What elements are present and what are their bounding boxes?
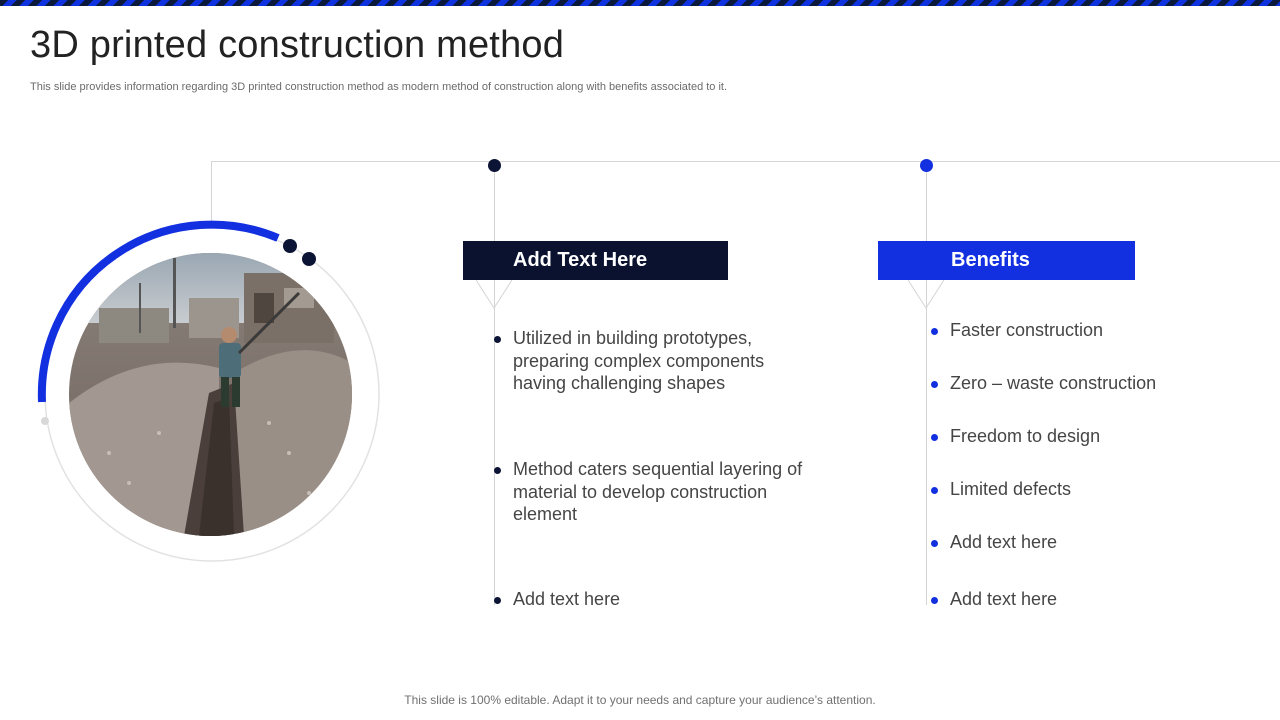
right-header-pointer bbox=[908, 280, 948, 310]
benefit-list-item: Limited defects bbox=[950, 478, 1250, 501]
timeline-node-left bbox=[488, 159, 501, 172]
left-list-item: Utilized in building prototypes, preparing complex components having challenging shapes bbox=[513, 327, 813, 395]
left-list-item: Method caters sequential layering of material to develop construction element bbox=[513, 458, 813, 526]
trench-photo-icon bbox=[69, 253, 352, 536]
column-line-right bbox=[926, 165, 927, 605]
construction-trench-photo bbox=[69, 253, 352, 536]
right-column-header: Benefits bbox=[878, 241, 1135, 280]
column-line-left bbox=[494, 165, 495, 605]
benefit-list-item: Zero – waste construction bbox=[950, 372, 1250, 395]
benefit-list-item: Faster construction bbox=[950, 319, 1250, 342]
benefit-list-item: Add text here bbox=[950, 531, 1250, 554]
timeline-node-right bbox=[920, 159, 933, 172]
benefit-list-item: Add text here bbox=[950, 588, 1250, 611]
left-header-pointer bbox=[476, 280, 516, 310]
left-column-header: Add Text Here bbox=[463, 241, 728, 280]
page-title: 3D printed construction method bbox=[30, 24, 565, 66]
page-footer: This slide is 100% editable. Adapt it to your needs and capture your audience’s attention. bbox=[404, 693, 876, 707]
benefit-list-item: Freedom to design bbox=[950, 425, 1250, 448]
left-list-item: Add text here bbox=[513, 588, 813, 611]
top-stripe-bar bbox=[0, 0, 1280, 6]
page-subtitle: This slide provides information regarding 3D printed construction method as modern method of construction along with benefits associated to it. bbox=[30, 81, 728, 93]
connector-line-horizontal bbox=[211, 161, 1280, 162]
